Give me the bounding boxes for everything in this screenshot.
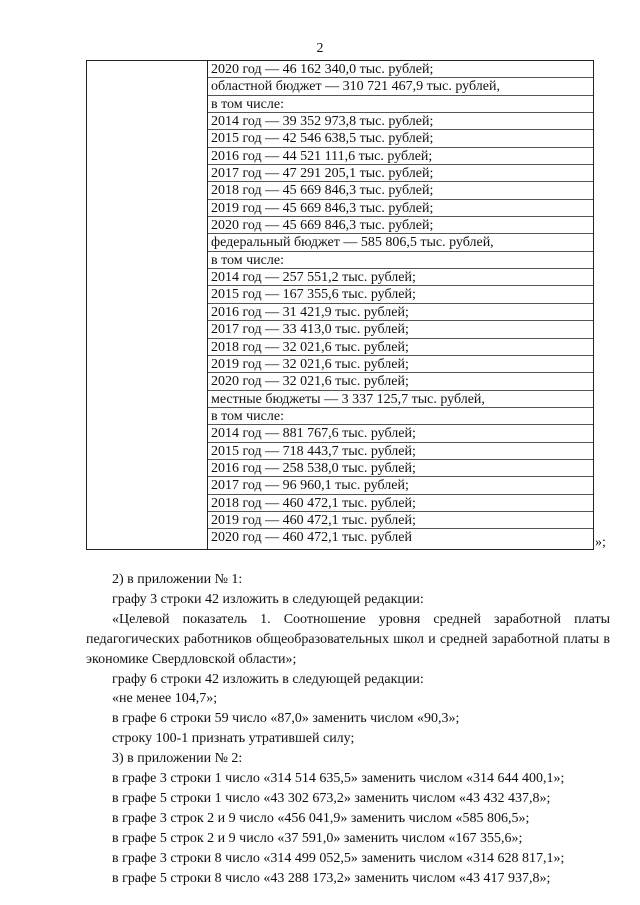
paragraph-appendix-1: 2) в приложении № 1: xyxy=(112,572,243,587)
budget-line: 2017 год — 96 960,1 тыс. рублей; xyxy=(208,477,593,494)
budget-line: 2016 год — 31 421,9 тыс. рублей; xyxy=(208,304,593,321)
paragraph-not-less-than: «не менее 104,7»; xyxy=(112,691,218,707)
paragraph-row59: в графе 6 строки 59 число «87,0» заменить числом «90,3»; xyxy=(112,711,460,727)
budget-line: 2014 год — 39 352 973,8 тыс. рублей; xyxy=(208,113,593,130)
budget-line: 2018 год — 32 021,6 тыс. рублей; xyxy=(208,339,593,356)
budget-line: 2015 год — 718 443,7 тыс. рублей; xyxy=(208,443,593,460)
budget-line: 2019 год — 32 021,6 тыс. рублей; xyxy=(208,356,593,373)
budget-line: 2014 год — 881 767,6 тыс. рублей; xyxy=(208,425,593,442)
budget-line: областной бюджет — 310 721 467,9 тыс. рублей, xyxy=(208,78,593,95)
budget-line: 2019 год — 460 472,1 тыс. рублей; xyxy=(208,512,593,529)
page-number: 2 xyxy=(316,41,324,56)
budget-line: 2017 год — 33 413,0 тыс. рублей; xyxy=(208,321,593,338)
paragraph-column5-rows2-9: в графе 5 строк 2 и 9 число «37 591,0» заменить числом «167 355,6»; xyxy=(112,830,523,846)
table-close-quote: »; xyxy=(595,535,606,550)
paragraph-appendix-2: 3) в приложении № 2: xyxy=(112,751,243,767)
paragraph-column3-row8: в графе 3 строки 8 число «314 499 052,5» заменить числом «314 628 817,1»; xyxy=(112,850,565,866)
budget-line: 2015 год — 42 546 638,5 тыс. рублей; xyxy=(208,130,593,147)
budget-line: в том числе: xyxy=(208,408,593,425)
paragraph-column3-rows2-9: в графе 3 строк 2 и 9 число «456 041,9» заменить числом «585 806,5»; xyxy=(112,810,530,826)
paragraph-column6-row42: графу 6 строки 42 изложить в следующей редакции: xyxy=(112,671,424,687)
budget-line: 2020 год — 46 162 340,0 тыс. рублей; xyxy=(208,61,593,78)
table-right-column xyxy=(208,61,593,549)
budget-line: в том числе: xyxy=(208,96,593,113)
paragraph-target-indicator: «Целевой показатель 1. Соотношение уровня средней заработной платы педагогических работников общеобразовательных школ и средней заработной платы в экономике Свердловской области»; xyxy=(86,611,610,667)
table-left-column xyxy=(87,61,208,549)
budget-line: 2018 год — 45 669 846,3 тыс. рублей; xyxy=(208,182,593,199)
budget-line: 2020 год — 460 472,1 тыс. рублей xyxy=(211,530,412,546)
budget-line: 2016 год — 258 538,0 тыс. рублей; xyxy=(208,460,593,477)
budget-line: 2020 год — 32 021,6 тыс. рублей; xyxy=(208,373,593,390)
paragraph-column5-row1: в графе 5 строки 1 число «43 302 673,2» заменить числом «43 432 437,8»; xyxy=(112,790,551,806)
budget-line: 2014 год — 257 551,2 тыс. рублей; xyxy=(208,269,593,286)
budget-line: федеральный бюджет — 585 806,5 тыс. рублей, xyxy=(208,234,593,251)
budget-line: 2015 год — 167 355,6 тыс. рублей; xyxy=(208,286,593,303)
paragraph-row100-1: строку 100-1 признать утратившей силу; xyxy=(112,731,355,747)
paragraph-column3-row42: графу 3 строки 42 изложить в следующей редакции: xyxy=(112,591,424,607)
budget-line: 2016 год — 44 521 111,6 тыс. рублей; xyxy=(208,148,593,165)
budget-line: в том числе: xyxy=(208,252,593,269)
budget-line: местные бюджеты — 3 337 125,7 тыс. рублей, xyxy=(208,391,593,408)
budget-table xyxy=(86,60,594,550)
budget-line: 2018 год — 460 472,1 тыс. рублей; xyxy=(208,495,593,512)
body-text xyxy=(86,570,610,889)
paragraph-column3-row1: в графе 3 строки 1 число «314 514 635,5» заменить числом «314 644 400,1»; xyxy=(112,771,565,787)
budget-line: 2017 год — 47 291 205,1 тыс. рублей; xyxy=(208,165,593,182)
paragraph-column5-row8: в графе 5 строки 8 число «43 288 173,2» заменить числом «43 417 937,8»; xyxy=(112,870,551,886)
budget-line: 2019 год — 45 669 846,3 тыс. рублей; xyxy=(208,200,593,217)
budget-line: 2020 год — 45 669 846,3 тыс. рублей; xyxy=(208,217,593,234)
